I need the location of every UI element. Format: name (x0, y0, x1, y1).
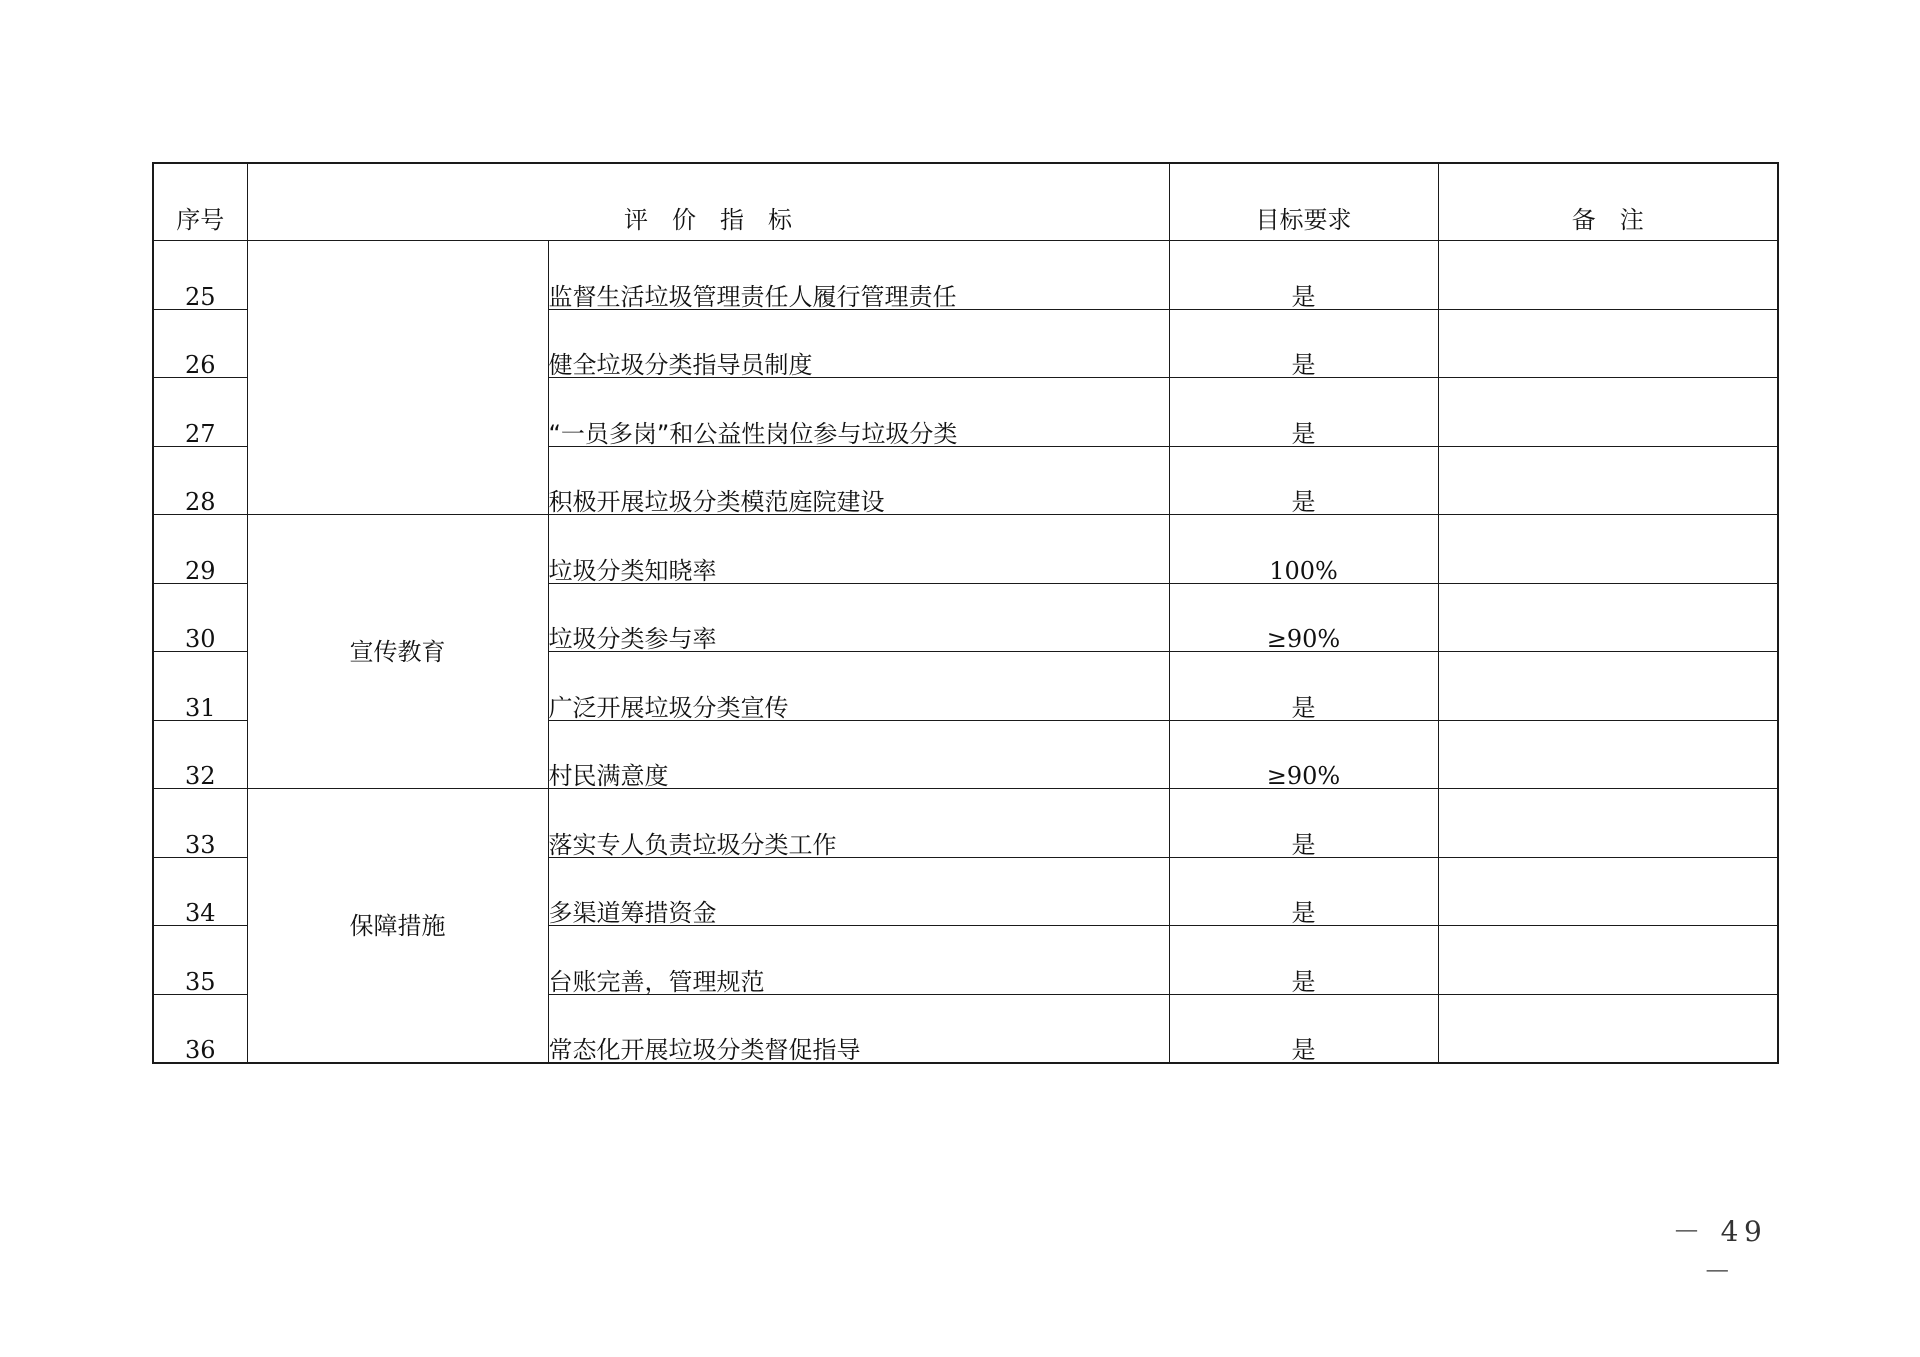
row-seq: 31 (153, 652, 247, 721)
row-category: 保障措施 (247, 789, 548, 1064)
header-indicator: 评 价 指 标 (247, 163, 1169, 241)
row-remark (1438, 789, 1778, 858)
row-seq: 29 (153, 515, 247, 584)
row-seq: 32 (153, 720, 247, 789)
page-number: － 49 － (1672, 1215, 1768, 1288)
row-remark (1438, 309, 1778, 378)
row-indicator: “一员多岗”和公益性岗位参与垃圾分类 (548, 378, 1169, 447)
row-seq: 36 (153, 994, 247, 1063)
row-target: 是 (1169, 446, 1438, 515)
row-target: 是 (1169, 994, 1438, 1063)
row-category (247, 241, 548, 515)
row-remark (1438, 926, 1778, 995)
row-target: 是 (1169, 378, 1438, 447)
row-remark (1438, 446, 1778, 515)
row-target: 是 (1169, 926, 1438, 995)
row-indicator: 多渠道筹措资金 (548, 857, 1169, 926)
row-seq: 27 (153, 378, 247, 447)
row-remark (1438, 515, 1778, 584)
row-indicator: 落实专人负责垃圾分类工作 (548, 789, 1169, 858)
row-category: 宣传教育 (247, 515, 548, 789)
row-indicator: 广泛开展垃圾分类宣传 (548, 652, 1169, 721)
header-target: 目标要求 (1169, 163, 1438, 241)
table-header-row (153, 163, 1778, 241)
row-remark (1438, 241, 1778, 310)
row-remark (1438, 378, 1778, 447)
row-seq: 35 (153, 926, 247, 995)
row-seq: 26 (153, 309, 247, 378)
row-indicator: 积极开展垃圾分类模范庭院建设 (548, 446, 1169, 515)
table-row (153, 515, 1778, 584)
table-row (153, 789, 1778, 858)
row-seq: 34 (153, 857, 247, 926)
row-remark (1438, 994, 1778, 1063)
header-remark: 备 注 (1438, 163, 1778, 241)
header-seq: 序号 (153, 163, 247, 241)
row-indicator: 垃圾分类参与率 (548, 583, 1169, 652)
row-remark (1438, 583, 1778, 652)
row-target: 是 (1169, 309, 1438, 378)
row-remark (1438, 652, 1778, 721)
row-indicator: 台账完善，管理规范 (548, 926, 1169, 995)
row-seq: 25 (153, 241, 247, 310)
row-indicator: 常态化开展垃圾分类督促指导 (548, 994, 1169, 1063)
row-seq: 30 (153, 583, 247, 652)
table-row (153, 241, 1778, 310)
row-target: ≥90% (1169, 583, 1438, 652)
row-target: 是 (1169, 789, 1438, 858)
row-target: 是 (1169, 857, 1438, 926)
row-remark (1438, 857, 1778, 926)
row-target: 是 (1169, 652, 1438, 721)
row-remark (1438, 720, 1778, 789)
row-seq: 28 (153, 446, 247, 515)
evaluation-table (152, 162, 1779, 1064)
row-target: ≥90% (1169, 720, 1438, 789)
row-indicator: 监督生活垃圾管理责任人履行管理责任 (548, 241, 1169, 310)
row-seq: 33 (153, 789, 247, 858)
row-indicator: 村民满意度 (548, 720, 1169, 789)
row-indicator: 垃圾分类知晓率 (548, 515, 1169, 584)
row-target: 100% (1169, 515, 1438, 584)
row-target: 是 (1169, 241, 1438, 310)
row-indicator: 健全垃圾分类指导员制度 (548, 309, 1169, 378)
